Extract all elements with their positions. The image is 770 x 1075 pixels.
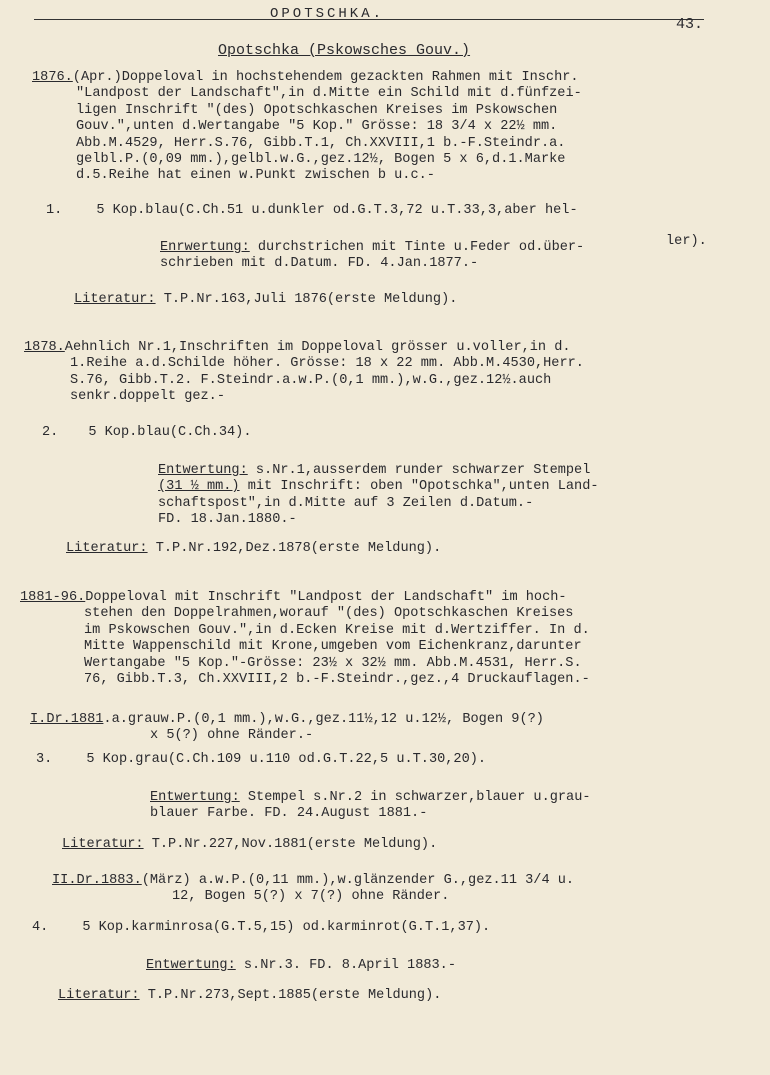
block-1878-description: 1878.Aehnlich Nr.1,Inschriften im Doppeloval grösser u.voller,in d. 1.Reihe a.d.Schilde höher. Grösse: 18 x 22 mm. Abb.M.4530,Herr. S.76, Gibb.T.2. F.Steindr.a.w.P.(0,1 mm.),w.G.,gez.12½.auch senkr.doppelt gez.- xyxy=(24,340,584,405)
entwertung-4: Entwertung: s.Nr.3. FD. 8.April 1883.- xyxy=(146,958,456,973)
page-number: 43. xyxy=(676,16,704,33)
block-1881-96-description: 1881-96.Doppeloval mit Inschrift "Landpost der Landschaft" im hoch- stehen den Doppelrahmen,worauf "(des) Opotschkaschen Kreises im Pskowschen Gouv.",in d.Ecken Kreise mit d.Wertziffer. In d. Mitte Wappenschild mit Krone,umgeben vom Eichenkranz,darunter Wertangabe "5 Kop."-Grösse: 23½ x 32½ mm. Abb.M.4531, Herr.S. 76, Gibb.T.3, Ch.XXVIII,2 b.-F.Steindr.,gez.,4 Druckauflagen.- xyxy=(20,590,590,688)
literatur-1: Literatur: T.P.Nr.163,Juli 1876(erste Meldung). xyxy=(74,292,458,307)
druck-label: II.Dr.1883. xyxy=(52,873,142,888)
entwertung-label: Entwertung: xyxy=(146,958,236,973)
item-1: 1. 5 Kop.blau(C.Ch.51 u.dunkler od.G.T.3,72 u.T.33,3,aber hel- xyxy=(46,203,578,218)
year-label: 1881-96. xyxy=(20,590,86,605)
literatur-3: Literatur: T.P.Nr.227,Nov.1881(erste Meldung). xyxy=(62,837,438,852)
running-title: OPOTSCHKA. xyxy=(270,6,385,22)
entwertung-2: Entwertung: s.Nr.1,ausserdem runder schwarzer Stempel (31 ½ mm.) mit Inschrift: oben "Opotschka",unten Land- schaftspost",in d.Mitte auf 3 Zeilen d.Datum.- FD. 18.Jan.1880.- xyxy=(158,463,599,528)
item-number: 1. xyxy=(46,203,63,218)
entwertung-label: Enrwertung: xyxy=(160,240,250,255)
druckauflage-1: I.Dr.1881.a.grauw.P.(0,1 mm.),w.G.,gez.11½,12 u.12½, Bogen 9(?) x 5(?) ohne Ränder.- xyxy=(30,712,544,744)
item-number: 2. xyxy=(42,425,59,440)
item-3: 3. 5 Kop.grau(C.Ch.109 u.110 od.G.T.22,5 u.T.30,20). xyxy=(36,752,487,767)
literatur-label: Literatur: xyxy=(58,988,140,1003)
year-label: 1878. xyxy=(24,340,65,355)
literatur-4: Literatur: T.P.Nr.273,Sept.1885(erste Meldung). xyxy=(58,988,442,1003)
item-number: 3. xyxy=(36,752,53,767)
literatur-label: Literatur: xyxy=(74,292,156,307)
item-1-continuation: ler). xyxy=(666,234,707,249)
entwertung-label: Entwertung: xyxy=(158,463,248,478)
item-2: 2. 5 Kop.blau(C.Ch.34). xyxy=(42,425,252,440)
year-label: 1876. xyxy=(32,70,73,85)
druck-label: I.Dr.1881 xyxy=(30,712,104,727)
literatur-label: Literatur: xyxy=(66,541,148,556)
entwertung-3: Entwertung: Stempel s.Nr.2 in schwarzer,blauer u.grau- blauer Farbe. FD. 24.August 1881.- xyxy=(150,790,591,822)
literatur-2: Literatur: T.P.Nr.192,Dez.1878(erste Meldung). xyxy=(66,541,442,556)
druckauflage-2: II.Dr.1883.(März) a.w.P.(0,11 mm.),w.glänzender G.,gez.11 3/4 u. 12, Bogen 5(?) x 7(?) ohne Ränder. xyxy=(52,873,575,905)
block-1876-description: 1876.(Apr.)Doppeloval in hochstehendem gezackten Rahmen mit Inschr. "Landpost der Landschaft",in d.Mitte ein Schild mit d.fünfzei- ligen Inschrift "(des) Opotschkaschen Kreises im Pskowschen Gouv.",unten d.Wertangabe "5 Kop." Grösse: 18 3/4 x 22½ mm. Abb.M.4529, Herr.S.76, Gibb.T.1, Ch.XXVIII,1 b.-F.Steindr.a. gelbl.P.(0,09 mm.),gelbl.w.G.,gez.12½, Bogen 5 x 6,d.1.Marke d.5.Reihe hat einen w.Punkt zwischen b u.c.- xyxy=(32,70,582,184)
entwertung-label: Entwertung: xyxy=(150,790,240,805)
page-title: Opotschka (Pskowsches Gouv.) xyxy=(218,42,471,59)
literatur-label: Literatur: xyxy=(62,837,144,852)
item-4: 4. 5 Kop.karminrosa(G.T.5,15) od.karminrot(G.T.1,37). xyxy=(32,920,491,935)
item-number: 4. xyxy=(32,920,49,935)
entwertung-1: Enrwertung: durchstrichen mit Tinte u.Feder od.über- schrieben mit d.Datum. FD. 4.Jan.1877.- xyxy=(160,240,585,272)
